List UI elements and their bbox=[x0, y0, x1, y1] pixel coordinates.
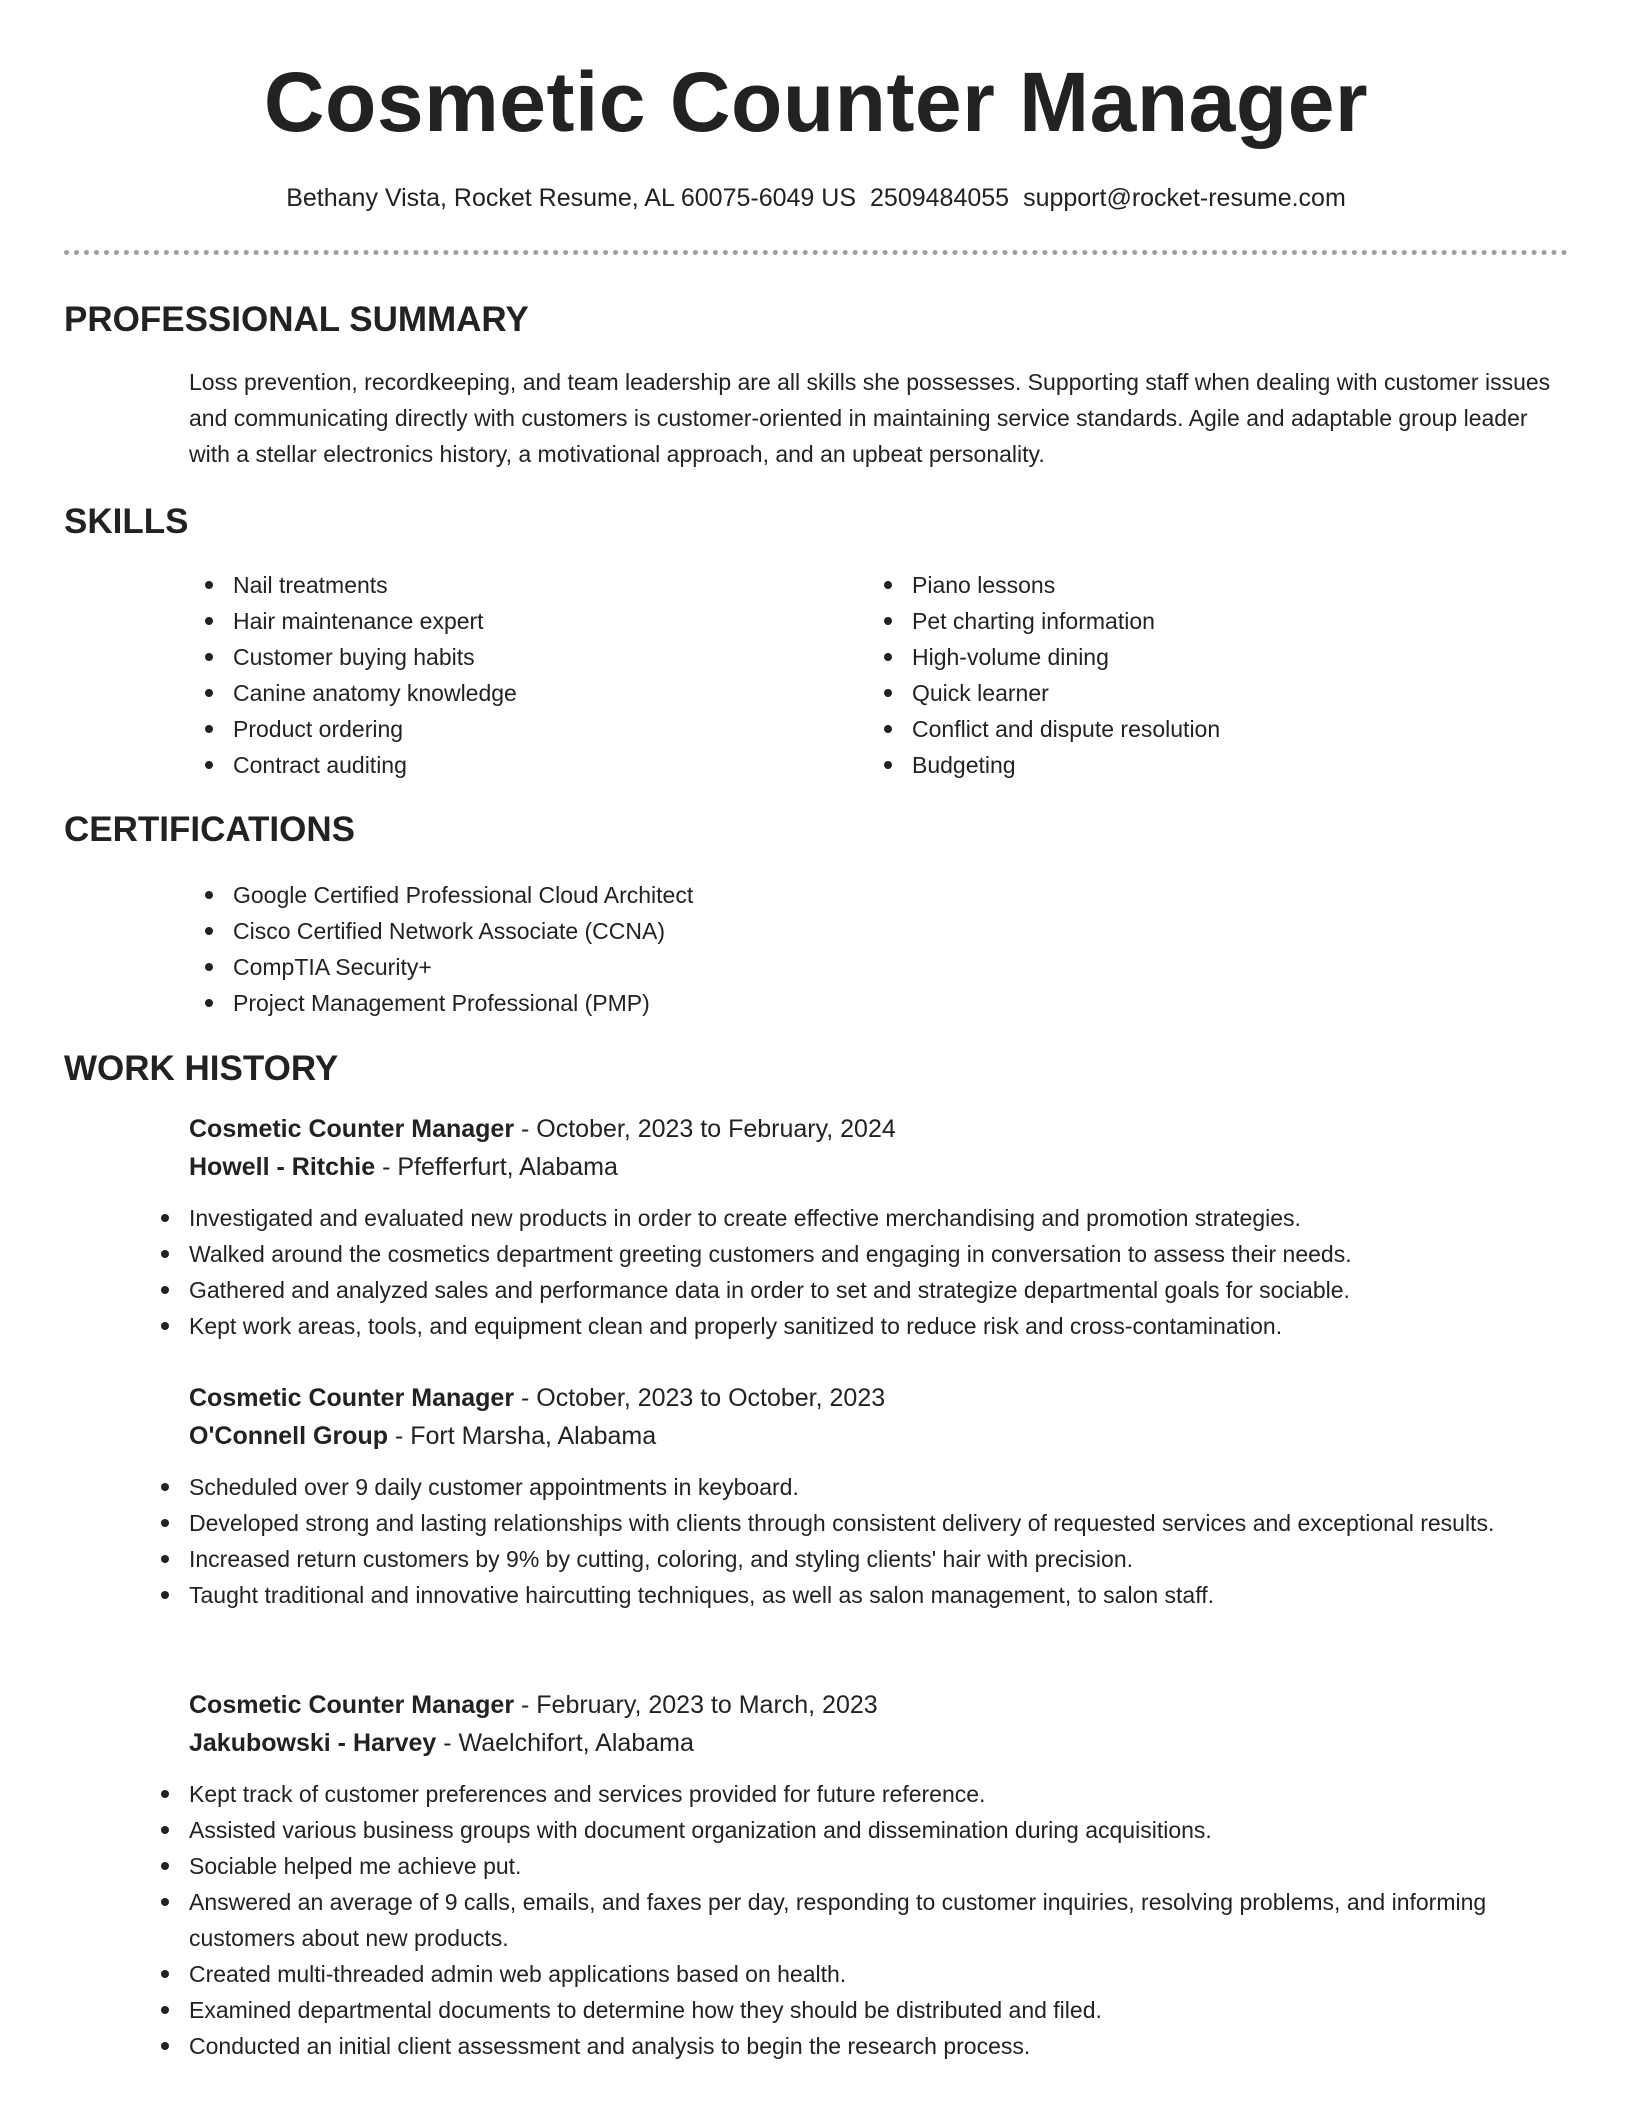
certifications-heading: CERTIFICATIONS bbox=[64, 810, 356, 849]
work-history-heading: WORK HISTORY bbox=[64, 1049, 339, 1088]
certification-item: Cisco Certified Network Associate (CCNA) bbox=[189, 913, 1489, 949]
skill-item: Hair maintenance expert bbox=[189, 603, 829, 639]
job-bullet: Kept track of customer preferences and services provided for future reference. bbox=[145, 1776, 1569, 1812]
job-title: Cosmetic Counter Manager bbox=[189, 1384, 515, 1412]
skill-item: Customer buying habits bbox=[189, 639, 829, 675]
job-company-line bbox=[189, 1724, 1569, 1762]
certification-item: Google Certified Professional Cloud Architect bbox=[189, 877, 1489, 913]
skill-item: Canine anatomy knowledge bbox=[189, 675, 829, 711]
job-location: - Waelchifort, Alabama bbox=[436, 1729, 694, 1757]
header-divider bbox=[64, 250, 1568, 255]
skill-item: Quick learner bbox=[868, 675, 1508, 711]
skill-item: Pet charting information bbox=[868, 603, 1508, 639]
job-bullet: Walked around the cosmetics department greeting customers and engaging in conversation to assess their needs. bbox=[145, 1236, 1569, 1272]
skill-item: Product ordering bbox=[189, 711, 829, 747]
job-bullet: Sociable helped me achieve put. bbox=[145, 1848, 1569, 1884]
job-bullet: Examined departmental documents to determine how they should be distributed and filed. bbox=[145, 1992, 1569, 2028]
job-title: Cosmetic Counter Manager bbox=[189, 1691, 515, 1719]
job-title: Cosmetic Counter Manager bbox=[189, 1115, 515, 1143]
job-bullet: Investigated and evaluated new products in order to create effective merchandising and promotion strategies. bbox=[145, 1200, 1569, 1236]
job-bullet: Scheduled over 9 daily customer appointments in keyboard. bbox=[145, 1469, 1569, 1505]
job-dates: - October, 2023 to October, 2023 bbox=[514, 1384, 886, 1412]
job-bullet: Kept work areas, tools, and equipment clean and properly sanitized to reduce risk and cross-contamination. bbox=[145, 1308, 1569, 1344]
job-entry bbox=[189, 1110, 1569, 1344]
contact-phone: 2509484055 bbox=[870, 184, 1010, 212]
skill-item: Budgeting bbox=[868, 747, 1508, 783]
contact-address: Bethany Vista, Rocket Resume, AL 60075-6049 US bbox=[286, 184, 857, 212]
job-title-line bbox=[189, 1110, 1569, 1148]
resume-name-title: Cosmetic Counter Manager bbox=[263, 55, 1369, 149]
skill-item: Conflict and dispute resolution bbox=[868, 711, 1508, 747]
skills-heading: SKILLS bbox=[64, 502, 189, 541]
skills-list-right bbox=[868, 567, 1508, 783]
job-bullet: Gathered and analyzed sales and performance data in order to set and strategize departmental goals for sociable. bbox=[145, 1272, 1569, 1308]
job-company: Jakubowski - Harvey bbox=[189, 1729, 437, 1757]
job-location: - Fort Marsha, Alabama bbox=[388, 1422, 657, 1450]
job-entry bbox=[189, 1379, 1569, 1613]
job-bullet: Answered an average of 9 calls, emails, and faxes per day, responding to customer inquiries, resolving problems, and informing customers about new products. bbox=[145, 1884, 1569, 1956]
summary-heading: PROFESSIONAL SUMMARY bbox=[64, 300, 529, 339]
job-bullets bbox=[145, 1200, 1569, 1344]
job-bullet: Developed strong and lasting relationships with clients through consistent delivery of requested services and exceptional results. bbox=[145, 1505, 1569, 1541]
certification-item: CompTIA Security+ bbox=[189, 949, 1489, 985]
job-dates: - October, 2023 to February, 2024 bbox=[514, 1115, 896, 1143]
job-bullet: Assisted various business groups with document organization and dissemination during acquisitions. bbox=[145, 1812, 1569, 1848]
job-bullet: Created multi-threaded admin web applications based on health. bbox=[145, 1956, 1569, 1992]
job-bullet: Increased return customers by 9% by cutting, coloring, and styling clients' hair with precision. bbox=[145, 1541, 1569, 1577]
skill-item: High-volume dining bbox=[868, 639, 1508, 675]
job-bullets bbox=[145, 1776, 1569, 2064]
job-entry bbox=[189, 1686, 1569, 2064]
summary-text: Loss prevention, recordkeeping, and team leadership are all skills she possesses. Supporting staff when dealing with customer issues and communicating directly with customers is customer-oriented in maintaining service standards. Agile and adaptable group leader with a stellar electronics history, a motivational approach, and an upbeat personality. bbox=[189, 369, 1551, 467]
contact-email: support@rocket-resume.com bbox=[1023, 184, 1346, 212]
certifications-list bbox=[189, 877, 1489, 1021]
job-company: O'Connell Group bbox=[189, 1422, 388, 1450]
skills-list-left bbox=[189, 567, 829, 783]
job-title-line bbox=[189, 1379, 1569, 1417]
job-company-line bbox=[189, 1148, 1569, 1186]
job-company-line bbox=[189, 1417, 1569, 1455]
job-bullet: Conducted an initial client assessment and analysis to begin the research process. bbox=[145, 2028, 1569, 2064]
job-dates: - February, 2023 to March, 2023 bbox=[514, 1691, 878, 1719]
skill-item: Nail treatments bbox=[189, 567, 829, 603]
job-bullets bbox=[145, 1469, 1569, 1613]
job-bullet: Taught traditional and innovative haircutting techniques, as well as salon management, to salon staff. bbox=[145, 1577, 1569, 1613]
job-title-line bbox=[189, 1686, 1569, 1724]
job-location: - Pfefferfurt, Alabama bbox=[375, 1153, 618, 1181]
contact-info bbox=[0, 180, 1632, 216]
job-company: Howell - Ritchie bbox=[189, 1153, 376, 1181]
skill-item: Piano lessons bbox=[868, 567, 1508, 603]
certification-item: Project Management Professional (PMP) bbox=[189, 985, 1489, 1021]
skill-item: Contract auditing bbox=[189, 747, 829, 783]
